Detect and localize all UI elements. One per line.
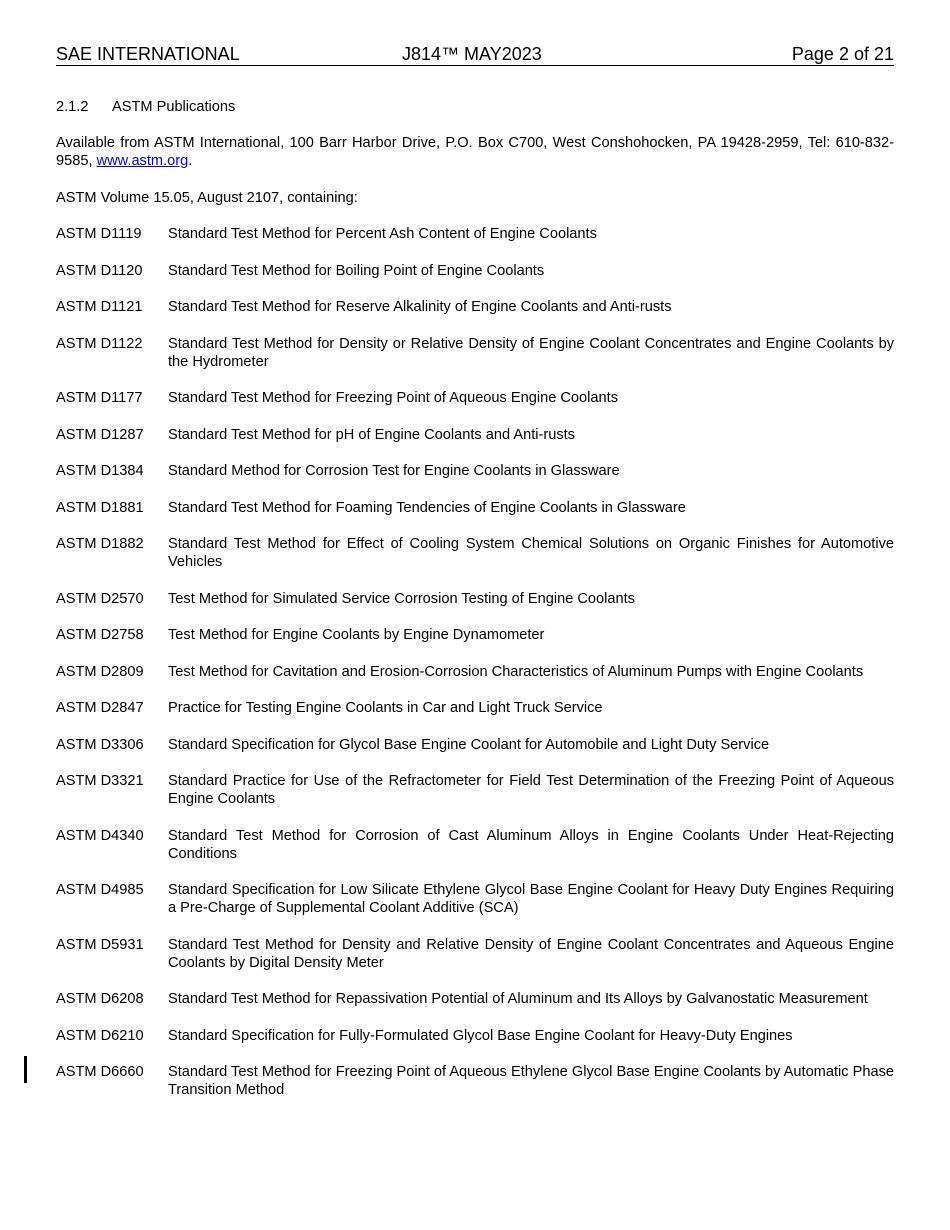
availability-trailing: . (188, 153, 193, 169)
reference-code: ASTM D2809 (56, 663, 144, 680)
reference-code: ASTM D1121 (56, 299, 143, 315)
reference-title: Standard Test Method for Density or Relative Density of Engine Coolant Concentrates and Engine Coolants by the Hydrometer (168, 335, 894, 370)
reference-code: ASTM D4340 (56, 827, 144, 844)
reference-code: ASTM D5931 (56, 936, 144, 953)
reference-code: ASTM D1384 (56, 463, 144, 479)
reference-title: Standard Test Method for pH of Engine Coolants and Anti-rusts (168, 426, 575, 443)
reference-code: ASTM D6660 (56, 1064, 144, 1080)
section-number: 2.1.2 (56, 99, 89, 115)
reference-title: Standard Test Method for Corrosion of Cast Aluminum Alloys in Engine Coolants Under Heat-Rejecting Conditions (168, 827, 894, 862)
reference-code: ASTM D1122 (56, 335, 143, 352)
reference-item (56, 772, 894, 808)
section-heading (56, 98, 235, 116)
astm-website-link[interactable]: www.astm.org (96, 153, 189, 169)
reference-item (56, 736, 894, 754)
reference-item (56, 663, 894, 681)
reference-code: ASTM D3306 (56, 736, 144, 753)
reference-item (56, 881, 894, 917)
reference-item (56, 225, 894, 243)
reference-title: Standard Test Method for Freezing Point of Aqueous Engine Coolants (168, 390, 618, 406)
reference-title: Standard Specification for Low Silicate Ethylene Glycol Base Engine Coolant for Heavy Duty Engines Requiring a Pre-Charge of Supplemental Coolant Additive (SCA) (168, 882, 894, 916)
reference-code: ASTM D4985 (56, 882, 144, 898)
reference-item (56, 262, 894, 280)
reference-title: Test Method for Engine Coolants by Engine Dynamometer (168, 627, 545, 643)
reference-item (56, 699, 894, 717)
reference-title: Standard Method for Corrosion Test for Engine Coolants in Glassware (168, 463, 620, 479)
reference-title: Standard Test Method for Density and Relative Density of Engine Coolant Concentrates and Aqueous Engine Coolants by Digital Density Meter (168, 936, 894, 971)
reference-item (56, 936, 894, 972)
section-title: ASTM Publications (112, 99, 236, 115)
reference-item (56, 626, 894, 644)
reference-title: Standard Practice for Use of the Refractometer for Field Test Determination of the Freezing Point of Aqueous Engine Coolants (168, 773, 894, 807)
reference-title: Standard Test Method for Repassivation Potential of Aluminum and Its Alloys by Galvanostatic Measurement (168, 991, 868, 1007)
reference-code: ASTM D1119 (56, 226, 142, 242)
availability-paragraph (56, 134, 894, 170)
reference-item (56, 462, 894, 480)
header-document-id: J814™ MAY2023 (402, 44, 542, 64)
reference-code: ASTM D1881 (56, 499, 144, 516)
reference-code: ASTM D2570 (56, 590, 144, 607)
reference-item (56, 1027, 894, 1045)
reference-item (56, 990, 894, 1008)
reference-title: Standard Specification for Fully-Formulated Glycol Base Engine Coolant for Heavy-Duty Engines (168, 1027, 793, 1044)
reference-item (56, 535, 894, 571)
reference-title: Standard Test Method for Effect of Cooling System Chemical Solutions on Organic Finishes for Automotive Vehicles (168, 536, 894, 570)
reference-code: ASTM D1882 (56, 536, 144, 552)
reference-code: ASTM D1177 (56, 390, 143, 406)
reference-code: ASTM D2758 (56, 627, 144, 643)
reference-item (56, 827, 894, 863)
reference-item (56, 426, 894, 444)
reference-item (56, 389, 894, 407)
reference-title: Standard Test Method for Percent Ash Content of Engine Coolants (168, 226, 597, 242)
reference-item (56, 335, 894, 371)
reference-title: Standard Test Method for Foaming Tendencies of Engine Coolants in Glassware (168, 499, 686, 516)
reference-code: ASTM D6208 (56, 991, 144, 1007)
page-header (56, 43, 894, 66)
volume-note: ASTM Volume 15.05, August 2107, containing: (56, 190, 358, 206)
reference-title: Standard Specification for Glycol Base Engine Coolant for Automobile and Light Duty Service (168, 736, 770, 753)
header-page-number: Page 2 of 21 (791, 44, 894, 64)
availability-text: Available from ASTM International, 100 Barr Harbor Drive, P.O. Box C700, West Conshohocken, PA 19428-2959, Tel: 610-832-9585, (56, 135, 894, 169)
reference-item (56, 1063, 894, 1099)
reference-code: ASTM D1287 (56, 426, 144, 443)
reference-item (56, 298, 894, 316)
reference-list (56, 225, 894, 1118)
reference-title: Test Method for Simulated Service Corrosion Testing of Engine Coolants (168, 590, 635, 607)
reference-item (56, 499, 894, 517)
reference-title: Test Method for Cavitation and Erosion-Corrosion Characteristics of Aluminum Pumps with Engine Coolants (168, 663, 864, 680)
reference-code: ASTM D2847 (56, 700, 144, 716)
reference-code: ASTM D1120 (56, 262, 143, 279)
reference-title: Standard Test Method for Reserve Alkalinity of Engine Coolants and Anti-rusts (168, 299, 672, 315)
reference-title: Standard Test Method for Freezing Point of Aqueous Ethylene Glycol Base Engine Coolants by Automatic Phase Transition Method (168, 1064, 894, 1098)
revision-change-bar (24, 1056, 27, 1083)
reference-title: Standard Test Method for Boiling Point of Engine Coolants (168, 262, 545, 279)
reference-code: ASTM D6210 (56, 1027, 144, 1044)
reference-item (56, 590, 894, 608)
reference-code: ASTM D3321 (56, 773, 144, 789)
reference-title: Practice for Testing Engine Coolants in Car and Light Truck Service (168, 700, 603, 716)
header-organization: SAE INTERNATIONAL (56, 44, 240, 64)
